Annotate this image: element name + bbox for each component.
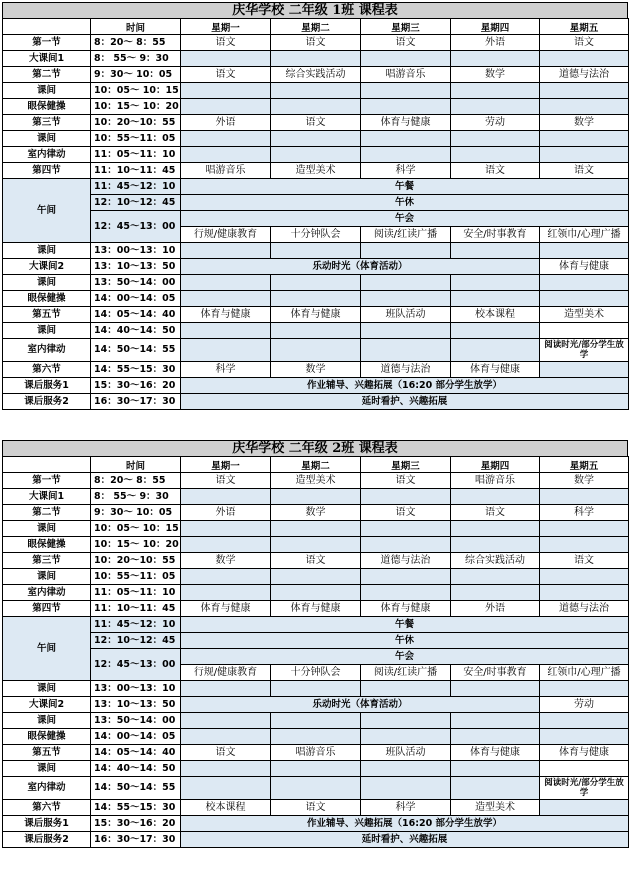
period-time: 16：30～17：30 xyxy=(91,832,181,848)
row-rest-2 xyxy=(3,569,629,585)
cell-tue: 造型美术 xyxy=(271,163,361,179)
period-time: 14：00～14：05 xyxy=(91,291,181,307)
row-period-6 xyxy=(3,800,629,816)
cell-wed: 班队活动 xyxy=(361,745,451,761)
cell-fri: 语文 xyxy=(540,553,629,569)
row-rest-5 xyxy=(3,761,629,777)
cell-mon: 语文 xyxy=(181,35,271,51)
row-indoor-rhythm-2 xyxy=(3,777,629,800)
period-time: 10：20～10：55 xyxy=(91,553,181,569)
period-label: 大课间2 xyxy=(3,697,91,713)
period-time: 14：05～14：40 xyxy=(91,307,181,323)
header-tue: 星期二 xyxy=(271,457,361,473)
cell-fri: 造型美术 xyxy=(540,307,629,323)
cell-tue: 语文 xyxy=(271,553,361,569)
nap-cell: 午休 xyxy=(181,633,629,649)
cell-fri: 语文 xyxy=(540,35,629,51)
period-time: 13：50～14：00 xyxy=(91,713,181,729)
header-mon: 星期一 xyxy=(181,19,271,35)
row-period-3 xyxy=(3,553,629,569)
row-period-5 xyxy=(3,307,629,323)
period-time: 8： 55～ 9：30 xyxy=(91,489,181,505)
row-noon-lunch xyxy=(3,617,629,633)
period-time: 10：05～ 10：15 xyxy=(91,83,181,99)
period-label: 第四节 xyxy=(3,163,91,179)
cell-wed: 科学 xyxy=(361,800,451,816)
cell-mon: 外语 xyxy=(181,115,271,131)
row-rest-1 xyxy=(3,83,629,99)
period-time: 11：10～11：45 xyxy=(91,601,181,617)
cell-fri: 体育与健康 xyxy=(540,259,629,275)
cell-mon: 外语 xyxy=(181,505,271,521)
period-label: 第一节 xyxy=(3,473,91,489)
cell-thu: 安全/时事教育 xyxy=(451,227,540,243)
period-label: 午间 xyxy=(3,179,91,243)
period-label: 室内律动 xyxy=(3,777,91,800)
row-rest-2 xyxy=(3,131,629,147)
cell-thu: 综合实践活动 xyxy=(451,553,540,569)
row-period-2 xyxy=(3,505,629,521)
cell-tue: 体育与健康 xyxy=(271,307,361,323)
period-label: 第五节 xyxy=(3,307,91,323)
period-label: 课间 xyxy=(3,275,91,291)
period-time: 11：45～12：10 xyxy=(91,179,181,195)
period-time: 10：15～ 10：20 xyxy=(91,99,181,115)
header-tue: 星期二 xyxy=(271,19,361,35)
row-eye-exercise xyxy=(3,537,629,553)
cell-wed: 阅读/红读广播 xyxy=(361,227,451,243)
cell-mon: 语文 xyxy=(181,67,271,83)
row-noon-nap xyxy=(3,633,629,649)
row-break-1 xyxy=(3,489,629,505)
row-rest-1 xyxy=(3,521,629,537)
period-label: 第一节 xyxy=(3,35,91,51)
row-indoor-rhythm xyxy=(3,585,629,601)
period-label: 课后服务2 xyxy=(3,394,91,410)
row-indoor-rhythm-2 xyxy=(3,339,629,362)
period-label: 课后服务1 xyxy=(3,378,91,394)
header-row xyxy=(3,19,629,35)
activity-cell: 乐动时光（体育活动） xyxy=(181,697,540,713)
row-eye-exercise xyxy=(3,99,629,115)
cell-wed: 唱游音乐 xyxy=(361,67,451,83)
cell-tue: 语文 xyxy=(271,800,361,816)
period-time: 12：45～13：00 xyxy=(91,211,181,243)
cell-wed: 科学 xyxy=(361,163,451,179)
period-label: 课间 xyxy=(3,521,91,537)
timetable-class2 xyxy=(2,440,628,848)
period-time: 10：05～ 10：15 xyxy=(91,521,181,537)
period-time: 11：05～11：10 xyxy=(91,585,181,601)
period-label: 大课间1 xyxy=(3,51,91,67)
cell-fri: 道德与法治 xyxy=(540,601,629,617)
service-cell: 作业辅导、兴趣拓展（16:20 部分学生放学） xyxy=(181,816,629,832)
cell-mon: 唱游音乐 xyxy=(181,163,271,179)
cell-tue: 十分钟队会 xyxy=(271,227,361,243)
cell-mon: 数学 xyxy=(181,553,271,569)
row-period-3 xyxy=(3,115,629,131)
header-thu: 星期四 xyxy=(451,457,540,473)
cell-mon: 行规/健康教育 xyxy=(181,227,271,243)
cell-fri: 数学 xyxy=(540,115,629,131)
cell-fri: 体育与健康 xyxy=(540,745,629,761)
period-label: 第六节 xyxy=(3,362,91,378)
service-cell: 作业辅导、兴趣拓展（16:20 部分学生放学） xyxy=(181,378,629,394)
period-time: 14：00～14：05 xyxy=(91,729,181,745)
row-after-school-2 xyxy=(3,832,629,848)
period-label: 第四节 xyxy=(3,601,91,617)
period-time: 15：30～16：20 xyxy=(91,816,181,832)
row-break-1 xyxy=(3,51,629,67)
cell-mon: 语文 xyxy=(181,745,271,761)
period-time: 16：30～17：30 xyxy=(91,394,181,410)
cell-thu: 语文 xyxy=(451,505,540,521)
service-cell: 延时看护、兴趣拓展 xyxy=(181,394,629,410)
period-label: 课间 xyxy=(3,131,91,147)
period-time: 13：10～13：50 xyxy=(91,697,181,713)
header-wed: 星期三 xyxy=(361,457,451,473)
cell-thu: 劳动 xyxy=(451,115,540,131)
period-time: 10：15～ 10：20 xyxy=(91,537,181,553)
row-period-4 xyxy=(3,601,629,617)
period-time: 14：40～14：50 xyxy=(91,323,181,339)
period-time: 10：20～10：55 xyxy=(91,115,181,131)
cell-tue: 造型美术 xyxy=(271,473,361,489)
timetable-title: 庆华学校 二年级 2班 课程表 xyxy=(2,440,628,456)
header-fri: 星期五 xyxy=(540,19,629,35)
period-label: 眼保健操 xyxy=(3,537,91,553)
period-time: 9：30～ 10：05 xyxy=(91,505,181,521)
period-label: 第二节 xyxy=(3,505,91,521)
row-noon-nap xyxy=(3,195,629,211)
period-time: 14：40～14：50 xyxy=(91,761,181,777)
period-label: 室内律动 xyxy=(3,147,91,163)
period-label: 第三节 xyxy=(3,553,91,569)
cell-wed: 道德与法治 xyxy=(361,362,451,378)
cell-wed: 体育与健康 xyxy=(361,601,451,617)
header-time: 时间 xyxy=(91,457,181,473)
period-time: 12：45～13：00 xyxy=(91,649,181,681)
row-eye-exercise-2 xyxy=(3,291,629,307)
period-label: 课间 xyxy=(3,323,91,339)
period-time: 8： 55～ 9：30 xyxy=(91,51,181,67)
period-time: 14：55～15：30 xyxy=(91,362,181,378)
period-label: 第六节 xyxy=(3,800,91,816)
schedule-table xyxy=(2,18,629,410)
cell-mon: 体育与健康 xyxy=(181,307,271,323)
period-time: 12：10～12：45 xyxy=(91,195,181,211)
row-period-4 xyxy=(3,163,629,179)
row-period-2 xyxy=(3,67,629,83)
header-fri: 星期五 xyxy=(540,457,629,473)
cell-thu: 安全/时事教育 xyxy=(451,665,540,681)
period-time: 13：00～13：10 xyxy=(91,681,181,697)
period-label: 室内律动 xyxy=(3,585,91,601)
row-noon-meeting xyxy=(3,649,629,665)
period-time: 8：20～ 8：55 xyxy=(91,35,181,51)
cell-wed: 语文 xyxy=(361,35,451,51)
lunch-cell: 午餐 xyxy=(181,617,629,633)
period-label: 午间 xyxy=(3,617,91,681)
period-time: 14：05～14：40 xyxy=(91,745,181,761)
cell-mon: 语文 xyxy=(181,473,271,489)
cell-fri: 数学 xyxy=(540,473,629,489)
row-after-school-1 xyxy=(3,378,629,394)
row-rest-5 xyxy=(3,323,629,339)
period-label: 课间 xyxy=(3,761,91,777)
cell-thu: 语文 xyxy=(451,163,540,179)
row-after-school-1 xyxy=(3,816,629,832)
cell-fri: 阅读时光/部分学生放学 xyxy=(540,777,629,800)
row-rest-4 xyxy=(3,713,629,729)
cell-wed: 班队活动 xyxy=(361,307,451,323)
period-label: 课间 xyxy=(3,83,91,99)
cell-fri: 科学 xyxy=(540,505,629,521)
cell-wed: 语文 xyxy=(361,473,451,489)
cell-fri: 道德与法治 xyxy=(540,67,629,83)
period-time: 14：55～15：30 xyxy=(91,800,181,816)
period-label: 眼保健操 xyxy=(3,99,91,115)
row-rest-3 xyxy=(3,681,629,697)
period-label: 眼保健操 xyxy=(3,291,91,307)
cell-thu: 外语 xyxy=(451,35,540,51)
period-label: 课间 xyxy=(3,681,91,697)
row-break-2 xyxy=(3,697,629,713)
period-time: 14：50～14：55 xyxy=(91,777,181,800)
cell-mon: 校本课程 xyxy=(181,800,271,816)
cell-tue: 数学 xyxy=(271,362,361,378)
row-indoor-rhythm xyxy=(3,147,629,163)
timetable-class1 xyxy=(2,2,628,410)
cell-fri: 红领巾/心理广播 xyxy=(540,665,629,681)
period-time: 13：00～13：10 xyxy=(91,243,181,259)
row-noon-lunch xyxy=(3,179,629,195)
cell-wed: 体育与健康 xyxy=(361,115,451,131)
schedule-table xyxy=(2,456,629,848)
header-wed: 星期三 xyxy=(361,19,451,35)
period-time: 9：30～ 10：05 xyxy=(91,67,181,83)
period-label: 课后服务2 xyxy=(3,832,91,848)
activity-cell: 乐动时光（体育活动） xyxy=(181,259,540,275)
cell-tue: 语文 xyxy=(271,35,361,51)
period-label: 第二节 xyxy=(3,67,91,83)
row-after-school-2 xyxy=(3,394,629,410)
row-eye-exercise-2 xyxy=(3,729,629,745)
period-label: 眼保健操 xyxy=(3,729,91,745)
header-thu: 星期四 xyxy=(451,19,540,35)
header-mon: 星期一 xyxy=(181,457,271,473)
row-rest-4 xyxy=(3,275,629,291)
cell-fri: 红领巾/心理广播 xyxy=(540,227,629,243)
period-label: 室内律动 xyxy=(3,339,91,362)
header-time: 时间 xyxy=(91,19,181,35)
row-break-2 xyxy=(3,259,629,275)
cell-fri: 阅读时光/部分学生放学 xyxy=(540,339,629,362)
cell-tue: 唱游音乐 xyxy=(271,745,361,761)
cell-fri: 劳动 xyxy=(540,697,629,713)
nap-cell: 午休 xyxy=(181,195,629,211)
period-time: 8：20～ 8：55 xyxy=(91,473,181,489)
cell-wed: 道德与法治 xyxy=(361,553,451,569)
cell-tue: 十分钟队会 xyxy=(271,665,361,681)
period-label: 第三节 xyxy=(3,115,91,131)
row-noon-meeting xyxy=(3,211,629,227)
cell-thu: 唱游音乐 xyxy=(451,473,540,489)
period-label: 大课间1 xyxy=(3,489,91,505)
cell-wed: 阅读/红读广播 xyxy=(361,665,451,681)
cell-tue: 综合实践活动 xyxy=(271,67,361,83)
cell-mon: 科学 xyxy=(181,362,271,378)
period-time: 14：50～14：55 xyxy=(91,339,181,362)
row-period-6 xyxy=(3,362,629,378)
period-time: 11：45～12：10 xyxy=(91,617,181,633)
cell-thu: 外语 xyxy=(451,601,540,617)
service-cell: 延时看护、兴趣拓展 xyxy=(181,832,629,848)
cell-mon: 体育与健康 xyxy=(181,601,271,617)
period-time: 13：10～13：50 xyxy=(91,259,181,275)
period-time: 11：05～11：10 xyxy=(91,147,181,163)
cell-tue: 语文 xyxy=(271,115,361,131)
lunch-cell: 午餐 xyxy=(181,179,629,195)
period-label: 第五节 xyxy=(3,745,91,761)
header-row xyxy=(3,457,629,473)
cell-mon: 行规/健康教育 xyxy=(181,665,271,681)
row-period-1 xyxy=(3,35,629,51)
period-label: 大课间2 xyxy=(3,259,91,275)
period-time: 10：55～11：05 xyxy=(91,569,181,585)
cell-thu: 数学 xyxy=(451,67,540,83)
timetable-title: 庆华学校 二年级 1班 课程表 xyxy=(2,2,628,18)
cell-tue: 体育与健康 xyxy=(271,601,361,617)
period-label: 课后服务1 xyxy=(3,816,91,832)
period-time: 12：10～12：45 xyxy=(91,633,181,649)
period-time: 11：10～11：45 xyxy=(91,163,181,179)
cell-thu: 校本课程 xyxy=(451,307,540,323)
cell-fri: 语文 xyxy=(540,163,629,179)
period-label: 课间 xyxy=(3,569,91,585)
row-period-1 xyxy=(3,473,629,489)
row-rest-3 xyxy=(3,243,629,259)
cell-thu: 体育与健康 xyxy=(451,745,540,761)
period-label: 课间 xyxy=(3,713,91,729)
cell-wed: 语文 xyxy=(361,505,451,521)
period-time: 10：55～11：05 xyxy=(91,131,181,147)
cell-tue: 数学 xyxy=(271,505,361,521)
meeting-cell: 午会 xyxy=(181,211,629,227)
row-period-5 xyxy=(3,745,629,761)
meeting-cell: 午会 xyxy=(181,649,629,665)
period-label: 课间 xyxy=(3,243,91,259)
cell-thu: 造型美术 xyxy=(451,800,540,816)
period-time: 13：50～14：00 xyxy=(91,275,181,291)
period-time: 15：30～16：20 xyxy=(91,378,181,394)
cell-thu: 体育与健康 xyxy=(451,362,540,378)
